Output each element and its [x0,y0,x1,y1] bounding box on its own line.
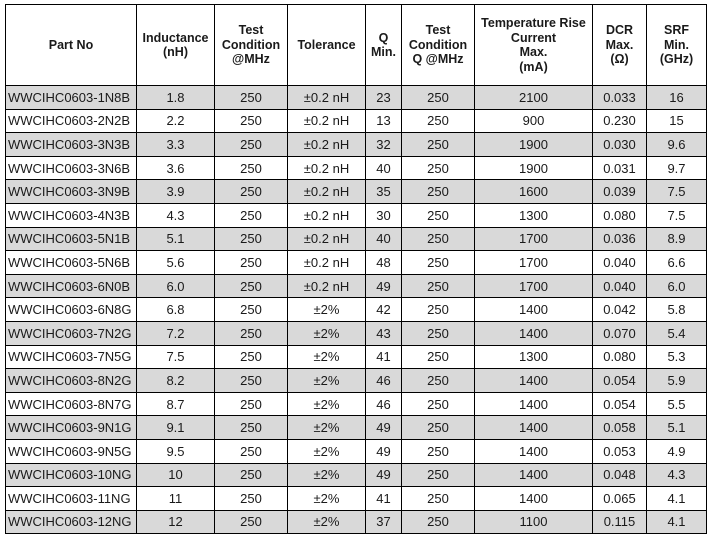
table-row [6,180,707,204]
cell-tolerance: ±0.2 nH [288,86,366,110]
table-body [6,86,707,534]
cell-test-condition-q: 250 [402,86,475,110]
cell-part-no: WWCIHC0603-4N3B [6,203,137,227]
cell-srf-min: 16 [647,86,707,110]
cell-inductance: 7.2 [137,321,215,345]
cell-temperature-rise-current: 1400 [475,487,593,511]
cell-dcr-max: 0.048 [593,463,647,487]
cell-test-condition-q: 250 [402,487,475,511]
cell-test-condition: 250 [215,510,288,534]
cell-tolerance: ±2% [288,439,366,463]
cell-q-min: 41 [366,487,402,511]
cell-part-no: WWCIHC0603-5N6B [6,251,137,275]
cell-tolerance: ±0.2 nH [288,109,366,133]
cell-q-min: 35 [366,180,402,204]
cell-test-condition: 250 [215,251,288,275]
table-row [6,133,707,157]
cell-srf-min: 4.9 [647,439,707,463]
cell-srf-min: 5.4 [647,321,707,345]
header-inductance-line: Inductance [142,30,209,45]
cell-part-no: WWCIHC0603-5N1B [6,227,137,251]
cell-srf-min: 4.1 [647,510,707,534]
cell-inductance: 10 [137,463,215,487]
cell-q-min: 49 [366,274,402,298]
cell-inductance: 11 [137,487,215,511]
cell-srf-min: 8.9 [647,227,707,251]
cell-part-no: WWCIHC0603-9N1G [6,416,137,440]
cell-inductance: 6.0 [137,274,215,298]
cell-dcr-max: 0.042 [593,298,647,322]
cell-test-condition: 250 [215,227,288,251]
cell-temperature-rise-current: 1300 [475,203,593,227]
cell-dcr-max: 0.054 [593,369,647,393]
cell-part-no: WWCIHC0603-8N2G [6,369,137,393]
table-row [6,109,707,133]
cell-inductance: 3.9 [137,180,215,204]
cell-dcr-max: 0.040 [593,251,647,275]
header-part-no [6,5,137,86]
cell-temperature-rise-current: 1400 [475,416,593,440]
cell-test-condition-q: 250 [402,439,475,463]
cell-inductance: 7.5 [137,345,215,369]
cell-srf-min: 6.6 [647,251,707,275]
inductor-spec-table [5,4,707,534]
cell-srf-min: 15 [647,109,707,133]
cell-part-no: WWCIHC0603-11NG [6,487,137,511]
cell-test-condition: 250 [215,203,288,227]
header-srf-min [647,5,707,86]
cell-part-no: WWCIHC0603-3N6B [6,156,137,180]
table-row [6,227,707,251]
cell-temperature-rise-current: 1700 [475,274,593,298]
cell-tolerance: ±0.2 nH [288,156,366,180]
cell-q-min: 49 [366,463,402,487]
table-row [6,298,707,322]
cell-temperature-rise-current: 1600 [475,180,593,204]
header-tolerance-line: Tolerance [297,37,356,52]
cell-temperature-rise-current: 1300 [475,345,593,369]
cell-test-condition: 250 [215,180,288,204]
cell-inductance: 12 [137,510,215,534]
header-temperature-rise-current [475,5,593,86]
cell-part-no: WWCIHC0603-3N9B [6,180,137,204]
cell-inductance: 5.6 [137,251,215,275]
cell-temperature-rise-current: 1400 [475,369,593,393]
cell-dcr-max: 0.070 [593,321,647,345]
cell-test-condition-q: 250 [402,463,475,487]
cell-tolerance: ±2% [288,416,366,440]
cell-q-min: 41 [366,345,402,369]
table-row [6,251,707,275]
header-temperature-rise-current-line: Temperature Rise [481,16,586,30]
cell-dcr-max: 0.058 [593,416,647,440]
cell-test-condition: 250 [215,274,288,298]
cell-inductance: 4.3 [137,203,215,227]
cell-dcr-max: 0.031 [593,156,647,180]
cell-srf-min: 5.1 [647,416,707,440]
cell-test-condition-q: 250 [402,345,475,369]
cell-dcr-max: 0.115 [593,510,647,534]
header-temperature-rise-current-line: (mA) [519,59,548,74]
header-test-condition-q-line: Condition [408,37,468,52]
cell-tolerance: ±2% [288,510,366,534]
cell-part-no: WWCIHC0603-7N5G [6,345,137,369]
cell-tolerance: ±2% [288,321,366,345]
cell-srf-min: 9.7 [647,156,707,180]
header-test-condition-line: Condition [221,37,281,52]
cell-test-condition-q: 250 [402,392,475,416]
cell-test-condition-q: 250 [402,180,475,204]
cell-part-no: WWCIHC0603-6N0B [6,274,137,298]
cell-temperature-rise-current: 1900 [475,156,593,180]
cell-test-condition-q: 250 [402,369,475,393]
header-dcr-max-line: (Ω) [610,52,629,67]
cell-test-condition: 250 [215,369,288,393]
cell-part-no: WWCIHC0603-7N2G [6,321,137,345]
cell-srf-min: 9.6 [647,133,707,157]
table-row [6,392,707,416]
cell-test-condition-q: 250 [402,416,475,440]
cell-test-condition-q: 250 [402,298,475,322]
header-dcr-max-line: DCR [605,23,634,38]
cell-inductance: 3.6 [137,156,215,180]
cell-tolerance: ±0.2 nH [288,133,366,157]
cell-dcr-max: 0.053 [593,439,647,463]
cell-q-min: 48 [366,251,402,275]
cell-srf-min: 5.5 [647,392,707,416]
cell-test-condition: 250 [215,133,288,157]
header-srf-min-line: Min. [664,37,689,52]
cell-tolerance: ±0.2 nH [288,251,366,275]
header-q-min-line: Q [378,30,389,45]
table-row [6,416,707,440]
cell-part-no: WWCIHC0603-12NG [6,510,137,534]
cell-part-no: WWCIHC0603-3N3B [6,133,137,157]
cell-srf-min: 5.3 [647,345,707,369]
table-row [6,203,707,227]
cell-temperature-rise-current: 1700 [475,227,593,251]
table-row [6,345,707,369]
header-dcr-max-line: Max. [605,37,634,52]
cell-tolerance: ±2% [288,369,366,393]
cell-dcr-max: 0.039 [593,180,647,204]
cell-part-no: WWCIHC0603-9N5G [6,439,137,463]
cell-test-condition-q: 250 [402,203,475,227]
header-test-condition [215,5,288,86]
cell-q-min: 32 [366,133,402,157]
cell-dcr-max: 0.033 [593,86,647,110]
table-row [6,439,707,463]
cell-temperature-rise-current: 1700 [475,251,593,275]
cell-temperature-rise-current: 2100 [475,86,593,110]
cell-part-no: WWCIHC0603-1N8B [6,86,137,110]
cell-part-no: WWCIHC0603-2N2B [6,109,137,133]
cell-inductance: 8.7 [137,392,215,416]
table-row [6,463,707,487]
cell-temperature-rise-current: 1400 [475,439,593,463]
cell-srf-min: 7.5 [647,180,707,204]
cell-test-condition: 250 [215,416,288,440]
cell-q-min: 40 [366,227,402,251]
cell-test-condition: 250 [215,392,288,416]
cell-srf-min: 4.3 [647,463,707,487]
cell-inductance: 2.2 [137,109,215,133]
cell-q-min: 37 [366,510,402,534]
cell-tolerance: ±0.2 nH [288,203,366,227]
cell-test-condition: 250 [215,298,288,322]
cell-q-min: 46 [366,392,402,416]
cell-inductance: 9.5 [137,439,215,463]
table-row [6,510,707,534]
cell-srf-min: 6.0 [647,274,707,298]
cell-srf-min: 5.8 [647,298,707,322]
cell-q-min: 23 [366,86,402,110]
cell-part-no: WWCIHC0603-10NG [6,463,137,487]
cell-tolerance: ±0.2 nH [288,274,366,298]
cell-srf-min: 4.1 [647,487,707,511]
header-q-min-line: Min. [371,45,396,59]
cell-tolerance: ±2% [288,463,366,487]
header-temperature-rise-current-line: Current [510,30,557,45]
cell-test-condition-q: 250 [402,251,475,275]
cell-tolerance: ±2% [288,392,366,416]
cell-test-condition: 250 [215,345,288,369]
cell-tolerance: ±0.2 nH [288,180,366,204]
table-row [6,321,707,345]
cell-test-condition: 250 [215,439,288,463]
cell-dcr-max: 0.080 [593,203,647,227]
cell-test-condition: 250 [215,321,288,345]
cell-dcr-max: 0.030 [593,133,647,157]
cell-temperature-rise-current: 1400 [475,463,593,487]
cell-inductance: 3.3 [137,133,215,157]
cell-test-condition-q: 250 [402,274,475,298]
header-row [6,5,707,86]
cell-tolerance: ±2% [288,487,366,511]
cell-q-min: 43 [366,321,402,345]
cell-test-condition: 250 [215,156,288,180]
cell-dcr-max: 0.065 [593,487,647,511]
header-dcr-max [593,5,647,86]
header-part-no-line: Part No [48,37,94,52]
header-srf-min-line: (GHz) [659,52,694,67]
cell-inductance: 6.8 [137,298,215,322]
header-test-condition-line: Test [238,23,264,38]
cell-dcr-max: 0.040 [593,274,647,298]
cell-q-min: 13 [366,109,402,133]
spec-table-container [5,4,707,534]
header-test-condition-line: @MHz [232,52,270,67]
cell-test-condition-q: 250 [402,133,475,157]
cell-test-condition-q: 250 [402,109,475,133]
cell-dcr-max: 0.054 [593,392,647,416]
cell-q-min: 42 [366,298,402,322]
cell-tolerance: ±2% [288,345,366,369]
cell-dcr-max: 0.080 [593,345,647,369]
cell-inductance: 8.2 [137,369,215,393]
cell-temperature-rise-current: 1900 [475,133,593,157]
header-inductance [137,5,215,86]
cell-inductance: 1.8 [137,86,215,110]
cell-test-condition-q: 250 [402,321,475,345]
cell-test-condition-q: 250 [402,227,475,251]
header-inductance-line: (nH) [163,45,188,59]
header-tolerance [288,5,366,86]
cell-dcr-max: 0.230 [593,109,647,133]
cell-temperature-rise-current: 1400 [475,298,593,322]
table-row [6,86,707,110]
cell-test-condition-q: 250 [402,510,475,534]
cell-temperature-rise-current: 1400 [475,321,593,345]
cell-part-no: WWCIHC0603-8N7G [6,392,137,416]
cell-tolerance: ±0.2 nH [288,227,366,251]
table-row [6,156,707,180]
header-test-condition-q-line: Q @MHz [412,52,464,67]
header-test-condition-q [402,5,475,86]
cell-temperature-rise-current: 1400 [475,392,593,416]
cell-q-min: 40 [366,156,402,180]
cell-temperature-rise-current: 1100 [475,510,593,534]
cell-test-condition-q: 250 [402,156,475,180]
cell-inductance: 5.1 [137,227,215,251]
cell-test-condition: 250 [215,109,288,133]
cell-srf-min: 7.5 [647,203,707,227]
header-test-condition-q-line: Test [425,23,451,38]
cell-q-min: 49 [366,416,402,440]
header-temperature-rise-current-line: Max. [519,45,548,59]
cell-q-min: 46 [366,369,402,393]
cell-test-condition: 250 [215,487,288,511]
cell-tolerance: ±2% [288,298,366,322]
table-row [6,487,707,511]
cell-q-min: 49 [366,439,402,463]
cell-q-min: 30 [366,203,402,227]
cell-temperature-rise-current: 900 [475,109,593,133]
table-row [6,274,707,298]
header-srf-min-line: SRF [664,23,689,38]
cell-test-condition: 250 [215,463,288,487]
cell-srf-min: 5.9 [647,369,707,393]
cell-dcr-max: 0.036 [593,227,647,251]
header-q-min [366,5,402,86]
cell-test-condition: 250 [215,86,288,110]
cell-inductance: 9.1 [137,416,215,440]
cell-part-no: WWCIHC0603-6N8G [6,298,137,322]
table-row [6,369,707,393]
